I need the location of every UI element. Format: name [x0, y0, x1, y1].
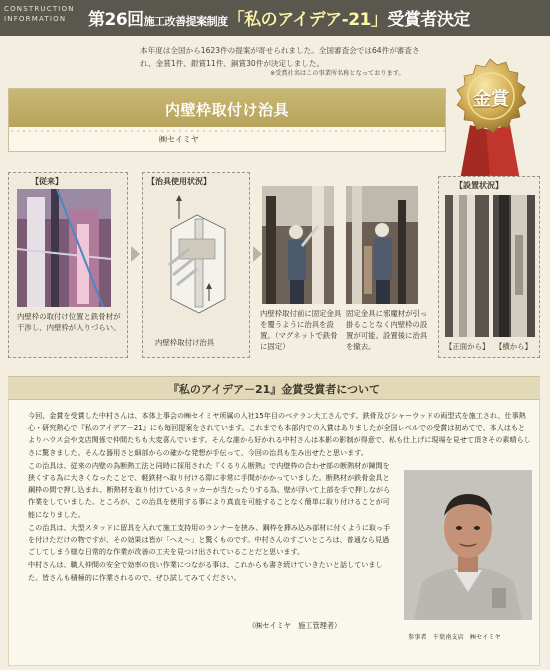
installation-caption-2: 固定金具に邪魔材が引っ掛ることなく内壁枠の設置が可能。設置後に治具を撤去。 — [346, 309, 428, 351]
brand-line-2: INFORMATION — [4, 15, 67, 23]
award-company: ㈱セイミヤ — [159, 135, 199, 144]
jig-diagram — [149, 189, 245, 321]
installation-caption-1: 内壁枠取付前に固定金具を覆うように治具を設置。（マグネットで鉄骨に固定） — [260, 309, 342, 351]
installed-front-photo — [445, 195, 489, 337]
brand-line-1: CONSTRUCTION — [4, 5, 75, 13]
panel-installed — [438, 176, 540, 358]
award-winner-photo — [404, 470, 532, 620]
arrow-right-icon — [131, 246, 140, 262]
profile-header — [8, 376, 540, 400]
intro-note: ※受賞社名はこの事業所名称となっております。 — [270, 70, 405, 77]
brand-label — [4, 4, 82, 24]
gold-medal-icon — [448, 55, 532, 193]
panel-before-tag: 【従来】 — [31, 177, 63, 186]
article-paragraph-2: この治具は、従来の内壁の為断熱工法と同時に採用された『くるりん断熱』で内壁枠の合わせ部の断熱材が陳間を狭くする為に大きくなったことで、軽鉄材へ取り付ける際に非常に手間がかかっていました。断熱材が鉄骨金具と鋼枠の間で押し込まれ、断熱材を取り付けているタッカーが当たったりする為、壁が浮いて上部を手で押しながら作業をしていました。ところが、この治具を使用する事により真直を可能することなく簡単に取り付けることが可能になりました。 — [28, 460, 391, 519]
installed-side-label: 【横から】 — [495, 342, 532, 351]
installation-photo-2 — [346, 186, 418, 304]
page-title — [88, 5, 470, 30]
article-signature: （㈱セイミヤ 施工管理者） — [248, 621, 342, 630]
panel-before-caption: 内壁枠の取付け位置と鉄骨材が干渉し、内壁枠が入りづらい。 — [17, 312, 121, 332]
installation-photo-1 — [262, 186, 334, 304]
panel-jig — [142, 172, 250, 358]
panel-before — [8, 172, 128, 358]
installed-side-photo — [493, 195, 535, 337]
header-bar — [0, 0, 550, 36]
article-paragraph-1: 今回、金賞を受賞した中村さんは、本体上事会の㈱セイミヤ所属の入社15年目のベテラン大工さんです。鉄骨及びシャーウッドの両型式を施工され、仕事熱心・研究熱心で『私のアイデア－21』にも毎回提案をされています。これまでも本部内での入賞はありましたが全国レベルでの受賞は初めてで、本人はもとよりハウス会や支店関係で仲間たちも大変喜んでいます。そんな誰から好かれる中村さんは本影の影制が得意で、私も仕上げに現場を見せて頂きその素晴らしさに驚きました。そんな器用さと細部からの確かな発想が手伝って、今回の治具も生み出せたと思います。 — [28, 411, 531, 457]
medal-label: 金賞 — [473, 89, 509, 110]
article-paragraph-3: この治具は、大型スタッドに留具を入れて施工支持用のランナーを挟み、鋼枠を挿み込み部材に付くように取っ手を付けただけの物ですが、その効果は皆が「へえ～」と驚くものです。中村さんのすごいところは、普通なら見過ごしてしまう様な日常的な作業が改善の工夫を見つけ出されていることだと思います。 — [28, 522, 391, 557]
title-result: 受賞者決定 — [387, 10, 470, 30]
article-paragraph-4: 中村さんは、職人仲間の安全で効率の良い作業につながる事は、これからも書き続けていきたいと話していました。皆さんも積極的に作業されるので、ぜひ試してみてください。 — [28, 560, 383, 582]
title-idea: 「私のアイデア-21」 — [227, 10, 388, 30]
award-title-box — [8, 88, 446, 152]
title-number: 第26回 — [88, 10, 144, 30]
before-photo — [17, 189, 111, 307]
panel-installed-tag: 【設置状況】 — [455, 181, 503, 190]
arrow-right-icon — [253, 246, 262, 262]
dotted-divider — [9, 129, 445, 133]
title-program: 施工改善提案制度 — [143, 15, 228, 28]
winner-caption: 参事者 千葉南支店 ㈱セイミヤ — [408, 634, 501, 641]
panel-jig-tag: 【治具使用状況】 — [147, 177, 211, 186]
installed-front-label: 【正面から】 — [445, 342, 490, 351]
intro-text: 本年度は全国から1623件の提案が寄せられました。全国審査会では64件が審査され、金賞1件、銀賞11件、銅賞30件が決定しました。 — [140, 46, 420, 68]
award-title: 内壁枠取付け治具 — [164, 101, 289, 119]
profile-title: 『私のアイデア－21』金賞受賞者について — [167, 383, 381, 396]
panel-jig-caption: 内壁枠取付け治具 — [155, 338, 215, 347]
